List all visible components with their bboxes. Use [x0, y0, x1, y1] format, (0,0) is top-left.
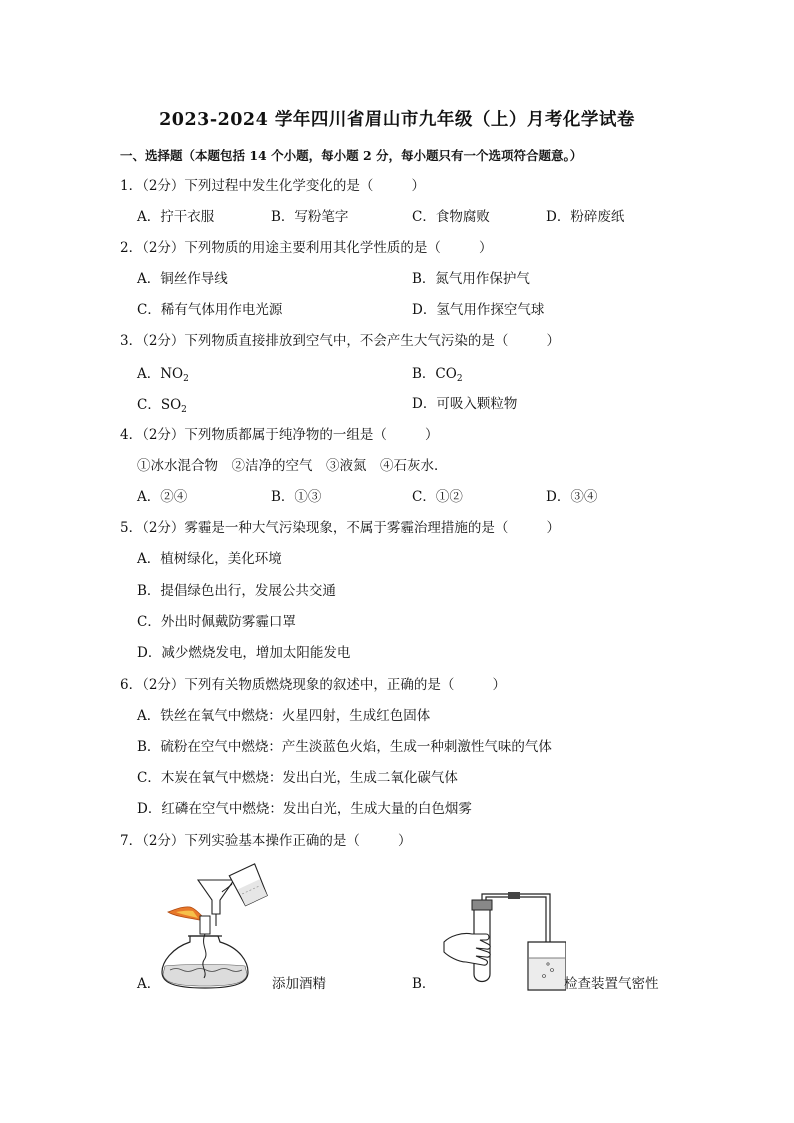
question-3-stem: 3．（2分）下列物质直接排放到空气中，不会产生大气污染的是（ ）: [120, 333, 560, 349]
q1-option-b: B．写粉笔字: [271, 209, 349, 225]
q3-option-d: D．可吸入颗粒物: [412, 396, 518, 412]
q5-option-d: D．减少燃烧发电，增加太阳能发电: [137, 645, 351, 661]
q4-option-c: C．①②: [412, 489, 463, 505]
q6-option-b: B．硫粉在空气中燃烧：产生淡蓝色火焰，生成一种刺激性气味的气体: [137, 739, 552, 755]
airtightness-check-figure: [436, 892, 566, 992]
q3-option-c: C．$SO_2$: [137, 397, 187, 415]
question-2-stem: 2．（2分）下列物质的用途主要利用其化学性质的是（ ）: [120, 240, 493, 256]
alcohol-lamp-figure: [160, 862, 280, 992]
q7-option-b-caption: 检查装置气密性: [564, 976, 659, 992]
question-6-stem: 6．（2分）下列有关物质燃烧现象的叙述中，正确的是（ ）: [120, 677, 506, 693]
question-7-stem: 7．（2分）下列实验基本操作正确的是（ ）: [120, 833, 412, 849]
q3-option-b: B．$CO_2$: [412, 366, 463, 384]
question-4-stem: 4．（2分）下列物质都属于纯净物的一组是（ ）: [120, 427, 439, 443]
q1-option-d: D．粉碎废纸: [546, 209, 625, 225]
q3-option-a: A．$NO_2$: [137, 366, 189, 384]
q6-option-a: A．铁丝在氧气中燃烧：火星四射，生成红色固体: [137, 708, 431, 724]
q7-option-a-letter: A．: [137, 976, 161, 992]
q4-option-b: B．①③: [271, 489, 322, 505]
q5-option-a: A．植树绿化，美化环境: [137, 551, 282, 567]
question-5-stem: 5．（2分）雾霾是一种大气污染现象，不属于雾霾治理措施的是（ ）: [120, 520, 560, 536]
q4-option-a: A．②④: [137, 489, 188, 505]
q6-option-d: D．红磷在空气中燃烧：发出白光，生成大量的白色烟雾: [137, 801, 472, 817]
q7-option-b-letter: B．: [412, 976, 436, 992]
q1-option-c: C．食物腐败: [412, 209, 490, 225]
q2-option-d: D．氢气用作探空气球: [412, 302, 545, 318]
question-1-stem: 1．（2分）下列过程中发生化学变化的是（ ）: [120, 178, 425, 194]
q6-option-c: C．木炭在氧气中燃烧：发出白光，生成二氧化碳气体: [137, 770, 458, 786]
q2-option-a: A．铜丝作导线: [137, 271, 228, 287]
q2-option-b: B．氮气用作保护气: [412, 271, 530, 287]
q1-option-a: A．拧干衣服: [137, 209, 215, 225]
page-title: 2023-2024 学年四川省眉山市九年级（上）月考化学试卷: [159, 110, 635, 130]
q7-option-a-caption: 添加酒精: [272, 976, 326, 992]
section-heading: 一、选择题（本题包括 14 个小题，每小题 2 分，每小题只有一个选项符合题意。）: [120, 148, 583, 163]
q5-option-b: B．提倡绿色出行，发展公共交通: [137, 583, 336, 599]
q2-option-c: C．稀有气体用作电光源: [137, 302, 283, 318]
q5-option-c: C．外出时佩戴防雾霾口罩: [137, 614, 296, 630]
q4-items: ①冰水混合物 ②洁净的空气 ③液氮 ④石灰水．: [137, 458, 448, 474]
q4-option-d: D．③④: [546, 489, 598, 505]
